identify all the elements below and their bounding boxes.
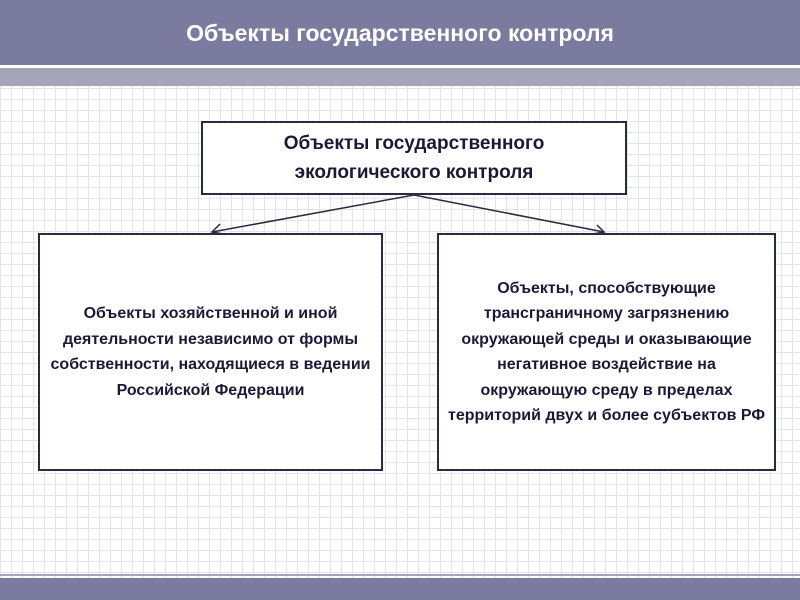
connector-right <box>414 195 604 232</box>
connector-left <box>212 195 414 232</box>
slide-footer <box>0 578 800 600</box>
child-node-right-text: Объекты, способствующие трансграничному загрязнению окружающей среды и оказывающие негативное воздействие на окружающую среду в пределах территорий двух и более субъектов РФ <box>447 279 765 424</box>
root-node <box>201 121 627 195</box>
child-node-right <box>437 233 776 471</box>
footer-stripe <box>0 574 800 576</box>
root-node-text: Объекты государственного экологического контроля <box>283 133 545 183</box>
slide-title: Объекты государственного контроля <box>186 20 614 46</box>
child-node-left <box>38 233 383 471</box>
child-node-left-text: Объекты хозяйственной и иной деятельности независимо от формы собственности, находящиеся в ведении Российской Федерации <box>50 305 371 399</box>
